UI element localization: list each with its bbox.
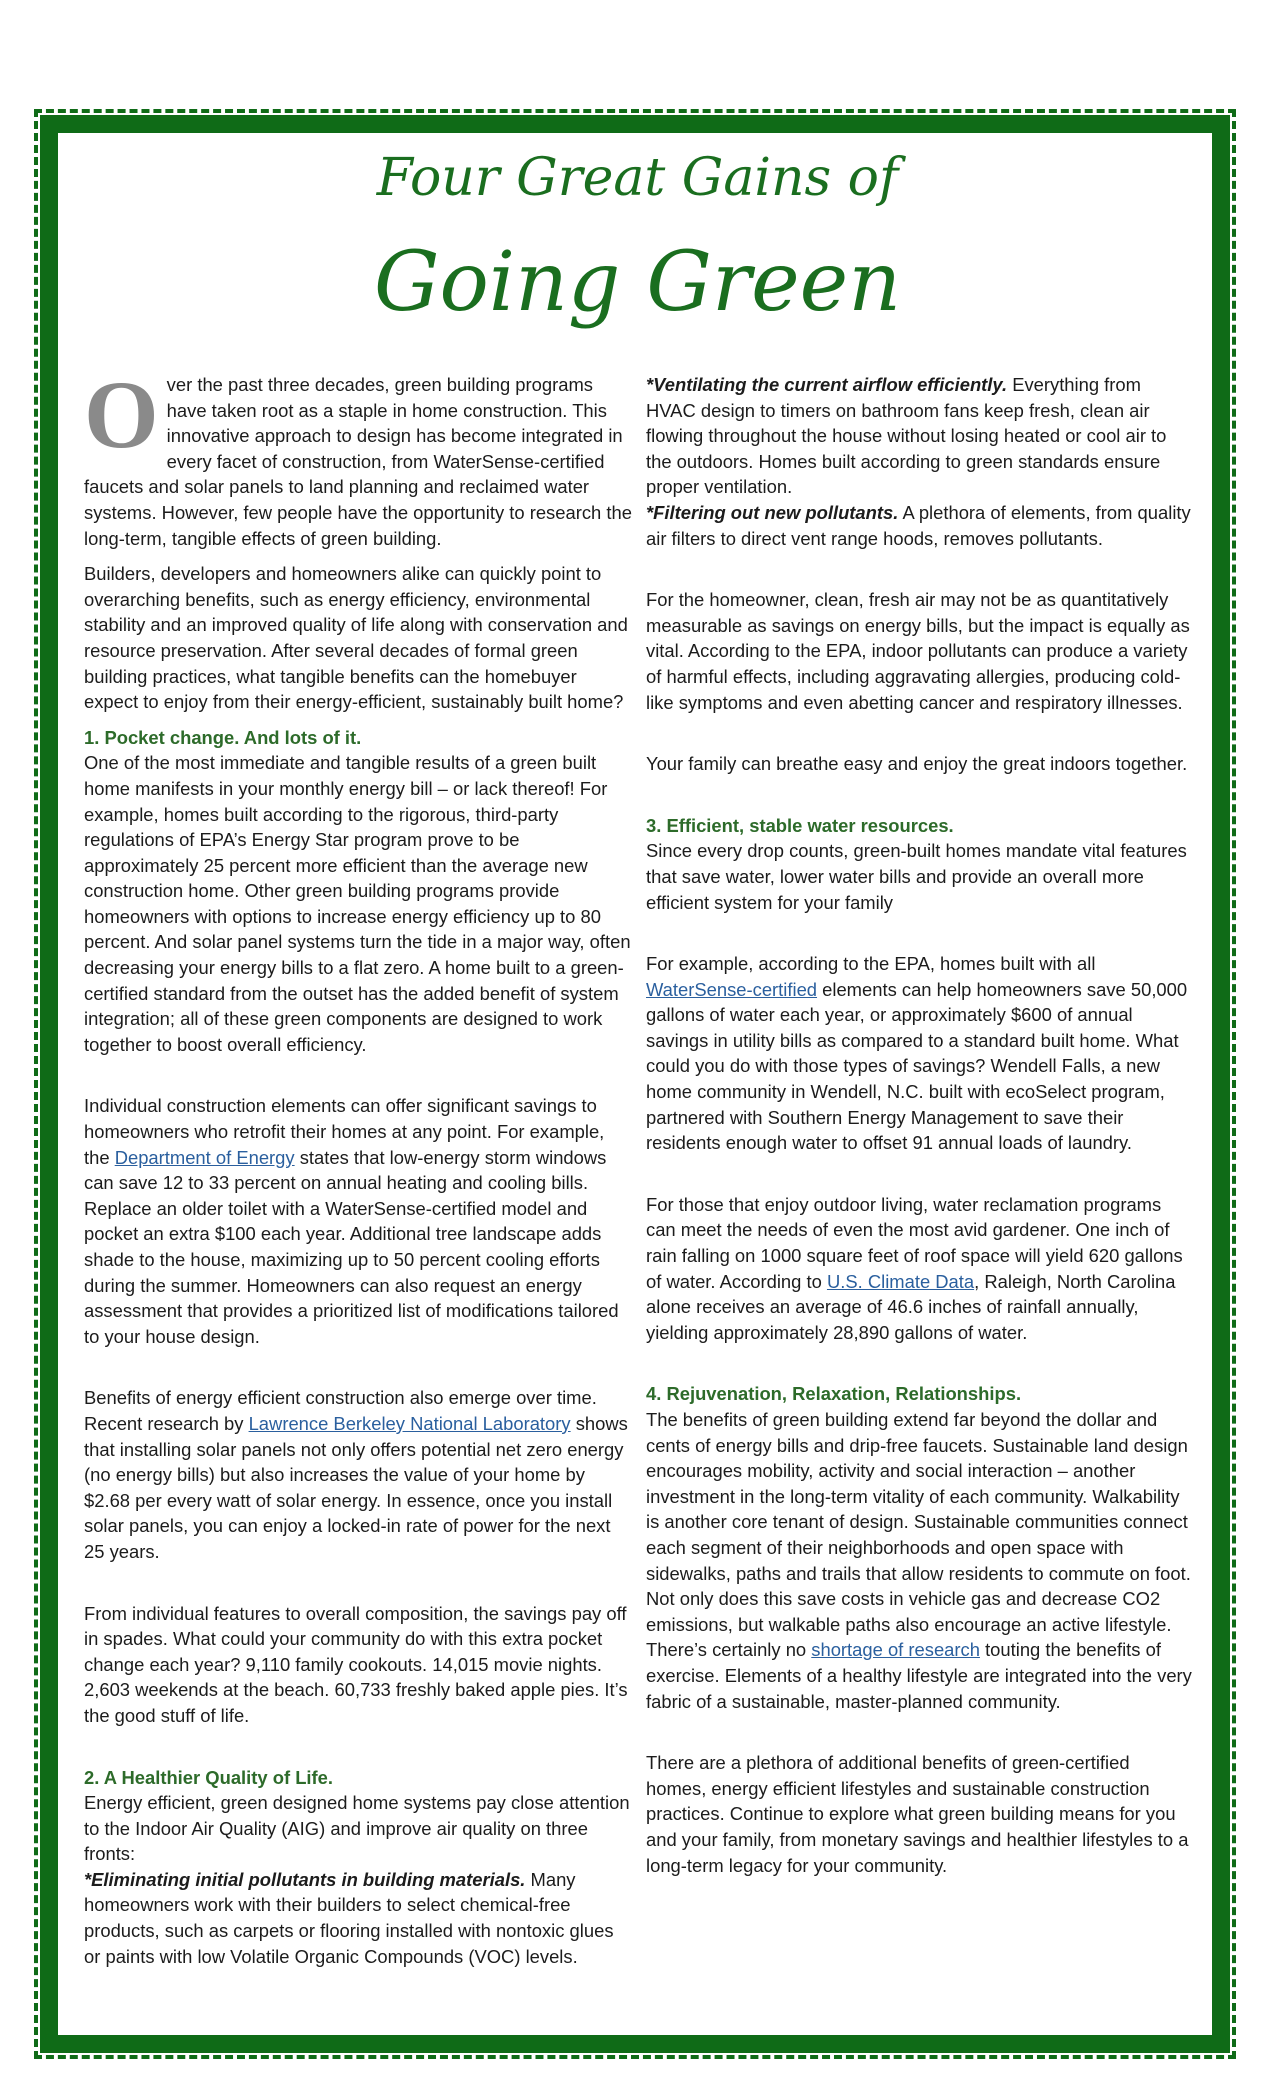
bullet-ventilating-text: Everything from HVAC design to timers on bathroom fans keep fresh, clean air flowing throughout the house without losing heated or cool air to the outdoors. Homes built according to green standards ensure proper ventilation. xyxy=(646,374,1167,498)
section-3-heading: 3. Efficient, stable water resources. xyxy=(646,814,954,836)
s3p3-text-b: , Raleigh, North Carolina alone receives an average of 46.6 inches of rainfall annually, yielding approximately 28,890 gallons of water. xyxy=(646,1270,1176,1343)
watersense-link[interactable]: WaterSense-certified xyxy=(646,978,818,1000)
s4p1-text-b: touting the benefits of exercise. Elements of a healthy lifestyle are integrated into the very fabric of a sustainable, master-planned community. xyxy=(646,1639,1192,1712)
bullet-filtering xyxy=(646,500,1194,551)
bullet-eliminating-text: Many homeowners work with their builders to select chemical-free products, such as carpets or flooring installed with nontoxic glues or paints with low Volatile Organic Compounds (VOC) levels. xyxy=(84,1868,614,1967)
intro-paragraph-1 xyxy=(84,361,632,551)
bullet-ventilating-lead: *Ventilating the current airflow efficiently. xyxy=(646,374,1008,395)
section-2-heading: 2. A Healthier Quality of Life. xyxy=(84,1766,334,1788)
title-line-2: Going Green xyxy=(373,235,902,330)
bullet-filtering-lead: *Filtering out new pollutants. xyxy=(646,501,899,523)
s1p3-text-b: shows that installing solar panels not only offers potential net zero energy (no energy bills) but also increases the value of your home by $2.68 per every watt of solar energy. In essence, once you install solar panels, you can enjoy a locked-in rate of power for the next 25 years. xyxy=(84,1412,628,1562)
intro-paragraph-1-text: ver the past three decades, green building programs have taken root as a staple in home construction. This innovative approach to design has become integrated in every facet of construction, from WaterSense-certified faucets and solar panels to land planning and reclaimed water systems. However, few people have the opportunity to research the long-term, tangible effects of green building. xyxy=(84,374,632,549)
section-3-paragraph-3 xyxy=(646,1192,1194,1346)
section-2-paragraph-1: Energy efficient, green designed home systems pay close attention to the Indoor Air Quality (AIG) and improve air quality on three fronts: xyxy=(84,1792,630,1865)
section-4-heading: 4. Rejuvenation, Relaxation, Relationships. xyxy=(646,1383,1022,1405)
right-column xyxy=(646,372,1194,1888)
s3p2-text-a: For example, according to the EPA, homes built with all xyxy=(646,953,1096,975)
bullet-eliminating-lead: *Eliminating initial pollutants in building materials. xyxy=(84,1868,526,1890)
s1p2-text-b: states that low-energy storm windows can save 12 to 33 percent on annual heating and cooling bills. Replace an older toilet with a WaterSense-certified model and pocket an extra $100 each year. Additional tree landscape adds shade to the house, maximizing up to 50 percent cooling efforts during the summer. Homeowners can also request an energy assessment that provides a prioritized list of modifications tailored to your house design. xyxy=(84,1146,619,1347)
lawrence-berkeley-link[interactable]: Lawrence Berkeley National Laboratory xyxy=(248,1412,571,1434)
bullet-eliminating xyxy=(84,1867,632,1969)
department-of-energy-link[interactable]: Department of Energy xyxy=(114,1146,295,1168)
section-1-heading: 1. Pocket change. And lots of it. xyxy=(84,726,362,748)
section-1-paragraph-4: From individual features to overall composition, the savings pay off in spades. What could your community do with this extra pocket change each year? 9,110 family cookouts. 14,015 movie nights. 2,603 weekends at the beach. 60,733 freshly baked apple pies. It’s the good stuff of life. xyxy=(84,1602,628,1726)
intro-paragraph-2: Builders, developers and homeowners alike can quickly point to overarching benefits, such as energy efficiency, environmental stability and an improved quality of life along with conservation and resource preservation. After several decades of formal green building practices, what tangible benefits can the homebuyer expect to enjoy from their energy-efficient, sustainably built home? xyxy=(84,563,628,713)
section-2-paragraph-3: Your family can breathe easy and enjoy the great indoors together. xyxy=(646,753,1188,775)
section-1-paragraph-3 xyxy=(84,1385,632,1564)
bullet-ventilating xyxy=(646,372,1194,500)
section-4-paragraph-2: There are a plethora of additional benefits of green-certified homes, energy efficient lifestyles and sustainable construction practices. Continue to explore what green building means for you and your family, from monetary savings and healthier lifestyles to a long-term legacy for your community. xyxy=(646,1752,1189,1876)
s3p3-text-a: For those that enjoy outdoor living, water reclamation programs can meet the needs of even the most avid gardener. One inch of rain falling on 1000 square feet of roof space will yield 620 gallons of water. According to xyxy=(646,1193,1183,1292)
bullet-filtering-text: A plethora of elements, from quality air filters to direct vent range hoods, removes pollutants. xyxy=(646,501,1191,549)
s1p3-text-a: Benefits of energy efficient construction also emerge over time. Recent research by xyxy=(84,1387,597,1434)
section-1-paragraph-2 xyxy=(84,1093,632,1349)
shortage-of-research-link[interactable]: shortage of research xyxy=(811,1639,980,1661)
title-line-1: Four Great Gains of xyxy=(376,148,899,208)
section-1-paragraph-1: One of the most immediate and tangible results of a green built home manifests in your monthly energy bill – or lack thereof! For example, homes built according to the rigorous, third-party regulations of EPA’s Energy Star program prove to be approximately 25 percent more efficient than the average new construction home. Other green building programs provide homeowners with options to increase energy efficiency up to 80 percent. And solar panel systems turn the tide in a major way, often decreasing your energy bills to a flat zero. A home built to a green-certified standard from the outset has the added benefit of system integration; all of these green components are designed to work together to boost overall efficiency. xyxy=(84,752,631,1055)
s3p2-text-b: elements can help homeowners save 50,000 gallons of water each year, or approximately $600 of annual savings in utility bills as compared to a standard built home. What could you do with those types of savings? Wendell Falls, a new home community in Wendell, N.C. built with ecoSelect program, partnered with Southern Energy Management to save their residents enough water to offset 91 annual loads of laundry. xyxy=(646,978,1188,1154)
drop-cap: O xyxy=(84,361,159,468)
s1p2-text-a: Individual construction elements can offer significant savings to homeowners who retrofit their homes at any point. For example, the xyxy=(84,1095,605,1168)
section-3-paragraph-2 xyxy=(646,951,1194,1156)
section-4-paragraph-1 xyxy=(646,1407,1194,1714)
us-climate-data-link[interactable]: U.S. Climate Data xyxy=(826,1270,975,1292)
section-3-paragraph-1: Since every drop counts, green-built homes mandate vital features that save water, lower water bills and provide an overall more efficient system for your family xyxy=(646,840,1187,913)
section-2-paragraph-2: For the homeowner, clean, fresh air may not be as quantitatively measurable as savings on energy bills, but the impact is equally as vital. According to the EPA, indoor pollutants can produce a variety of harmful effects, including aggravating allergies, producing cold-like symptoms and even abetting cancer and respiratory illnesses. xyxy=(646,589,1190,713)
left-column xyxy=(84,361,632,1979)
s4p1-text-a: The benefits of green building extend far beyond the dollar and cents of energy bills and drip-free faucets. Sustainable land design encourages mobility, activity and social interaction – another investment in the long-term vitality of each community. Walkability is another core tenant of design. Sustainable communities connect each segment of their neighborhoods and open space with sidewalks, paths and trails that allow residents to commute on foot. Not only does this save costs in vehicle gas and decrease CO2 emissions, but walkable paths also encourage an active lifestyle. There’s certainly no xyxy=(646,1409,1191,1661)
